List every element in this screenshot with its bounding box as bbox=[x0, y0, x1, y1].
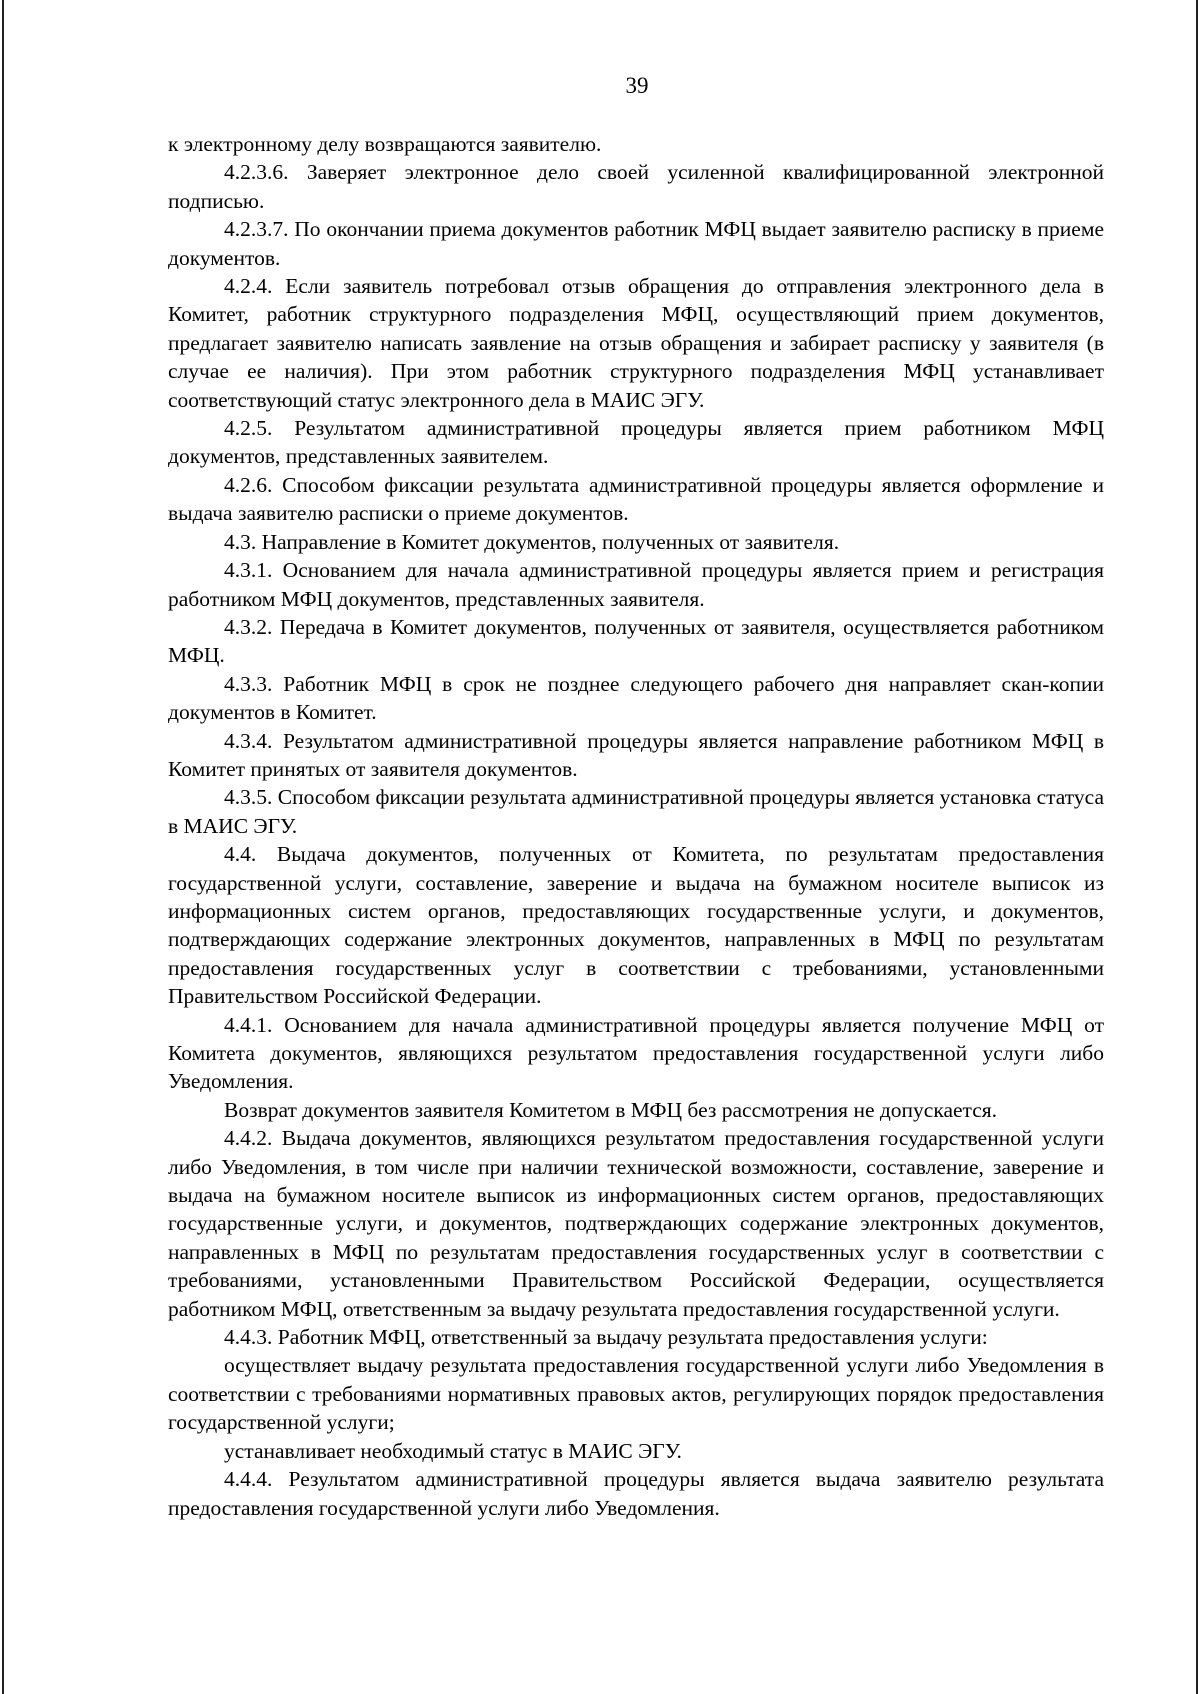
paragraph: 4.3.1. Основанием для начала административной процедуры является прием и регистрация работником МФЦ документов, представленных заявителя. bbox=[168, 558, 1104, 611]
paragraph: 4.4.4. Результатом административной процедуры является выдача заявителю результата предоставления государственной услуги либо Уведомления. bbox=[168, 1467, 1104, 1520]
paragraph: 4.2.5. Результатом административной процедуры является прием работником МФЦ документов, представленных заявителем. bbox=[168, 416, 1104, 469]
paragraph: 4.2.6. Способом фиксации результата административной процедуры является оформление и выдача заявителю расписки о приеме документов. bbox=[168, 472, 1104, 526]
document-body bbox=[168, 130, 1104, 1522]
paragraph: 4.3.3. Работник МФЦ в срок не позднее следующего рабочего дня направляет скан-копии документов в Комитет. bbox=[168, 671, 1104, 725]
scan-edge-right bbox=[1196, 0, 1198, 1694]
paragraph: Возврат документов заявителя Комитетом в МФЦ без рассмотрения не допускается. bbox=[224, 1097, 998, 1122]
paragraph: 4.4.3. Работник МФЦ, ответственный за выдачу результата предоставления услуги: bbox=[224, 1325, 988, 1350]
paragraph: устанавливает необходимый статус в МАИС ЭГУ. bbox=[224, 1438, 682, 1463]
page-number: 39 bbox=[625, 73, 649, 98]
paragraph: 4.3.2. Передача в Комитет документов, полученных от заявителя, осуществляется работником МФЦ. bbox=[168, 614, 1104, 668]
paragraph: 4.3. Направление в Комитет документов, полученных от заявителя. bbox=[224, 529, 840, 554]
paragraph: осуществляет выдачу результата предоставления государственной услуги либо Уведомления в соответствии с требованиями нормативных правовых актов, регулирующих порядок предоставления государственной услуги; bbox=[168, 1353, 1104, 1435]
paragraph: 4.2.4. Если заявитель потребовал отзыв обращения до отправления электронного дела в Комитет, работник структурного подразделения МФЦ, осуществляющий прием документов, предлагает заявителю написать заявление на отзыв обращения и забирает расписку у заявителя (в случае ее наличия). При этом работник структурного подразделения МФЦ устанавливает соответствующий статус электронного дела в МАИС ЭГУ. bbox=[168, 274, 1104, 412]
paragraph: 4.3.5. Способом фиксации результата административной процедуры является установка статуса в МАИС ЭГУ. bbox=[168, 785, 1104, 838]
paragraph: 4.2.3.6. Заверяет электронное дело своей усиленной квалифицированной электронной подписью. bbox=[168, 160, 1104, 213]
paragraph: 4.4.1. Основанием для начала административной процедуры является получение МФЦ от Комитета документов, являющихся результатом предоставления государственной услуги либо Уведомления. bbox=[168, 1012, 1104, 1094]
paragraph: к электронному делу возвращаются заявителю. bbox=[168, 132, 602, 156]
paragraph: 4.4.2. Выдача документов, являющихся результатом предоставления государственной услуги либо Уведомления, в том числе при наличии технической возможности, составление, заверение и выдача на бумажном носителе выписок из информационных систем органов, предоставляющих государственные услуги, и документов, подтверждающих содержание электронных документов, направленных в МФЦ по результатам предоставления государственных услуг в соответствии с требованиями, установленными Правительством Российской Федерации, осуществляется работником МФЦ, ответственным за выдачу результата предоставления государственной услуги. bbox=[168, 1126, 1104, 1321]
scan-edge-left bbox=[2, 0, 4, 1694]
paragraph: 4.2.3.7. По окончании приема документов работник МФЦ выдает заявителю расписку в приеме документов. bbox=[168, 217, 1104, 270]
paragraph: 4.3.4. Результатом административной процедуры является направление работником МФЦ в Комитет принятых от заявителя документов. bbox=[168, 728, 1104, 781]
paragraph: 4.4. Выдача документов, полученных от Комитета, по результатам предоставления государственной услуги, составление, заверение и выдача на бумажном носителе выписок из информационных систем органов, предоставляющих государственные услуги, и документов, подтверждающих содержание электронных документов, направленных в МФЦ по результатам предоставления государственных услуг в соответствии с требованиями, установленными Правительством Российской Федерации. bbox=[168, 842, 1104, 1009]
